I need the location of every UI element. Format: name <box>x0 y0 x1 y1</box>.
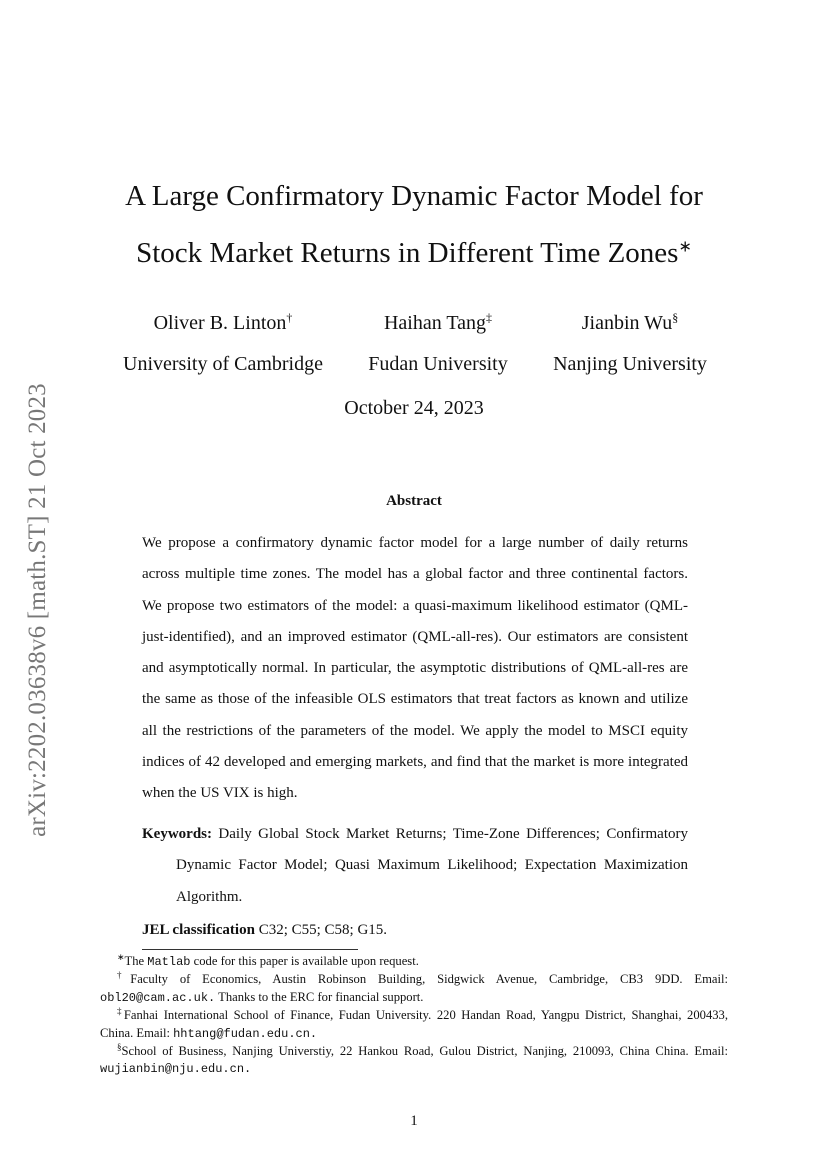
paper-date: October 24, 2023 <box>344 397 484 419</box>
author-wu <box>548 312 712 335</box>
footnote-mark: † <box>117 970 131 981</box>
author-name: Haihan Tang <box>383 312 487 334</box>
footnote-mark: § <box>117 1041 122 1052</box>
paper-title-line-2 <box>0 237 828 270</box>
author-footnote-mark: ‡ <box>486 310 493 325</box>
footnote-text: Faculty of Economics, Austin Robinson Building, Sidgwick Avenue, Cambridge, CB3 9DD. Email: <box>130 972 728 987</box>
footnote-text: The <box>124 954 148 968</box>
email-link[interactable]: wujianbin@nju.edu.cn. <box>100 1062 252 1077</box>
footnote-mark: ‡ <box>117 1006 124 1017</box>
author-footnote-mark: § <box>672 310 679 325</box>
author-linton <box>118 312 328 335</box>
author-tang <box>362 312 514 335</box>
footnote-code-word: Matlab <box>147 955 191 969</box>
author-name: Oliver B. Linton <box>153 312 287 334</box>
affiliation-cambridge: University of Cambridge <box>123 353 323 375</box>
arxiv-stamp <box>18 350 58 870</box>
footnote-wu <box>100 1043 728 1079</box>
affiliation-fudan: Fudan University <box>368 353 508 375</box>
title-line-1-text: A Large Confirmatory Dynamic Factor Model for <box>125 180 703 212</box>
keywords-text: Daily Global Stock Market Returns; Time-Zone Differences; Confirmatory Dynamic Factor Model; Quasi Maximum Likelihood; Expectation Maximization Algorithm. <box>176 826 688 905</box>
footnote-text: School of Business, Nanjing Universtiy, 22 Hankou Road, Gulou District, Nanjing, 210093, China China. Email: <box>121 1044 728 1059</box>
email-link[interactable]: hhtang@fudan.edu.cn. <box>173 1026 318 1041</box>
abstract-heading: Abstract <box>386 493 442 509</box>
footnote-text: code for this paper is available upon request. <box>190 954 419 968</box>
jel-label: JEL classification <box>142 922 255 938</box>
footnote-text: Thanks to the ERC for financial support. <box>215 989 424 1004</box>
title-footnote-mark: ∗ <box>678 238 692 256</box>
email-link[interactable]: obl20@cam.ac.uk. <box>100 990 216 1005</box>
author-footnote-mark: † <box>286 310 293 325</box>
footnotes <box>100 953 728 1079</box>
footnote-text: Fanhai International School of Finance, Fudan University. 220 Handan Road, Yangpu District, Shanghai, 200433, China. Email: <box>100 1008 728 1040</box>
footnote-code <box>100 953 728 971</box>
jel-text: C32; C55; C58; G15. <box>258 922 388 938</box>
title-line-2-text: Stock Market Returns in Different Time Zones <box>136 237 679 269</box>
footnote-linton <box>100 971 728 1007</box>
paper-title-line-1 <box>0 180 828 213</box>
footnote-mark: ∗ <box>117 951 125 962</box>
abstract-body: We propose a confirmatory dynamic factor model for a large number of daily returns across multiple time zones. The model has a global factor and three continental factors. We propose two estimators of the model: a quasi-maximum likelihood estimator (QML-just-identified), and an improved estimator (QML-all-res). Our estimators are consistent and asymptotically normal. In particular, the asymptotic distributions of QML-all-res are the same as those of the infeasible OLS estimators that treat factors as known and utilize all the restrictions of the parameters of the model. We apply the model to MSCI equity indices of 42 developed and emerging markets, and find that the market is more integrated when the US VIX is high. <box>142 535 688 802</box>
arxiv-stamp-text: arXiv:2202.03638v6 [math.ST] 21 Oct 2023 <box>24 383 51 837</box>
keywords <box>142 819 688 913</box>
footnote-rule <box>142 949 358 950</box>
author-name: Jianbin Wu <box>581 312 673 334</box>
page-number: 1 <box>410 1113 418 1129</box>
jel-classification <box>142 922 688 939</box>
footnote-tang <box>100 1007 728 1043</box>
affiliation-nanjing: Nanjing University <box>553 353 707 375</box>
keywords-label: Keywords: <box>142 826 212 842</box>
